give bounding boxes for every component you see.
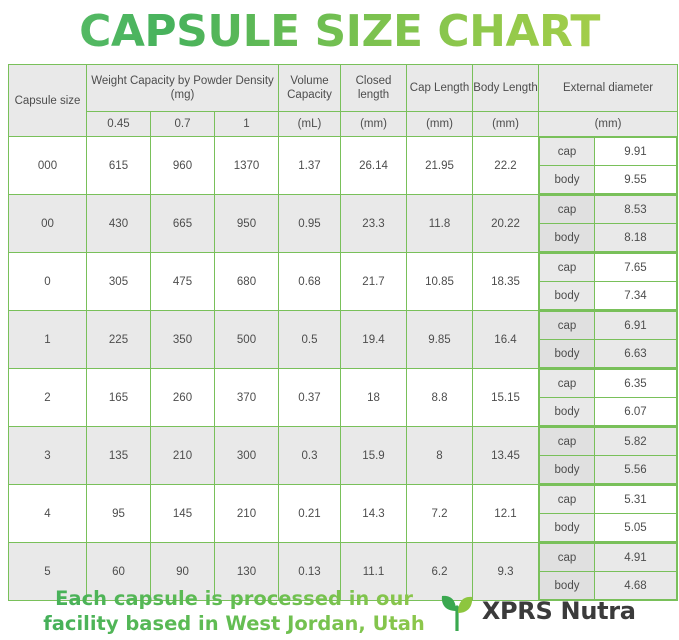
cell-capsule-size: 5 <box>9 543 87 601</box>
table-row <box>9 427 678 485</box>
header-cap-length: Cap Length <box>407 65 473 112</box>
cell-weight-1: 300 <box>215 427 279 485</box>
cell-closed-length: 19.4 <box>341 311 407 369</box>
diameter-body-label: body <box>540 456 595 484</box>
cell-body-length: 18.35 <box>473 253 539 311</box>
diameter-cap-value: 5.82 <box>595 428 677 456</box>
subheader-density-1: 1 <box>215 112 279 137</box>
cell-weight-045: 430 <box>87 195 151 253</box>
diameter-body-label: body <box>540 224 595 252</box>
cell-cap-length: 10.85 <box>407 253 473 311</box>
header-body-length: Body Length <box>473 65 539 112</box>
cell-closed-length: 11.1 <box>341 543 407 601</box>
cell-body-length: 20.22 <box>473 195 539 253</box>
diameter-body-value: 9.55 <box>595 166 677 194</box>
diameter-cap-label: cap <box>540 196 595 224</box>
subheader-external-diameter-units: (mm) <box>539 112 678 137</box>
cell-capsule-size: 0 <box>9 253 87 311</box>
subheader-density-07: 0.7 <box>151 112 215 137</box>
diameter-body-label: body <box>540 340 595 368</box>
diameter-body-value: 8.18 <box>595 224 677 252</box>
cell-body-length: 9.3 <box>473 543 539 601</box>
cell-volume: 0.21 <box>279 485 341 543</box>
diameter-cap-label: cap <box>540 254 595 282</box>
cell-volume: 1.37 <box>279 137 341 195</box>
cell-weight-1: 500 <box>215 311 279 369</box>
cell-weight-1: 680 <box>215 253 279 311</box>
cell-weight-045: 95 <box>87 485 151 543</box>
cell-external-diameter <box>539 195 678 253</box>
footer <box>0 586 679 636</box>
header-external-diameter: External diameter <box>539 65 678 112</box>
footer-line-1: Each capsule is processed in our <box>43 586 425 611</box>
cell-weight-1: 950 <box>215 195 279 253</box>
cell-capsule-size: 2 <box>9 369 87 427</box>
cell-weight-045: 305 <box>87 253 151 311</box>
header-volume-capacity: Volume Capacity <box>279 65 341 112</box>
cell-volume: 0.3 <box>279 427 341 485</box>
cell-cap-length: 11.8 <box>407 195 473 253</box>
capsule-size-table <box>8 64 678 601</box>
cell-closed-length: 15.9 <box>341 427 407 485</box>
cell-external-diameter <box>539 253 678 311</box>
cell-cap-length: 8 <box>407 427 473 485</box>
diameter-body-value: 5.56 <box>595 456 677 484</box>
table-row <box>9 137 678 195</box>
diameter-cap-label: cap <box>540 370 595 398</box>
cell-volume: 0.95 <box>279 195 341 253</box>
cell-cap-length: 9.85 <box>407 311 473 369</box>
footer-message <box>43 586 425 636</box>
diameter-body-label: body <box>540 514 595 542</box>
cell-cap-length: 21.95 <box>407 137 473 195</box>
diameter-cap-label: cap <box>540 312 595 340</box>
cell-weight-1: 1370 <box>215 137 279 195</box>
page-title: CAPSULE SIZE CHART <box>8 0 671 58</box>
cell-weight-07: 665 <box>151 195 215 253</box>
cell-body-length: 22.2 <box>473 137 539 195</box>
diameter-cap-value: 7.65 <box>595 254 677 282</box>
cell-weight-07: 90 <box>151 543 215 601</box>
cell-external-diameter <box>539 311 678 369</box>
cell-weight-07: 350 <box>151 311 215 369</box>
header-closed-length: Closed length <box>341 65 407 112</box>
diameter-body-value: 7.34 <box>595 282 677 310</box>
cell-body-length: 15.15 <box>473 369 539 427</box>
cell-capsule-size: 1 <box>9 311 87 369</box>
cell-cap-length: 6.2 <box>407 543 473 601</box>
cell-closed-length: 23.3 <box>341 195 407 253</box>
diameter-body-label: body <box>540 282 595 310</box>
subheader-density-045: 0.45 <box>87 112 151 137</box>
cell-weight-07: 210 <box>151 427 215 485</box>
diameter-body-label: body <box>540 398 595 426</box>
cell-capsule-size: 00 <box>9 195 87 253</box>
leaf-icon <box>439 591 475 631</box>
table-header-row <box>9 65 678 112</box>
brand-name: XPRS Nutra <box>481 597 636 625</box>
table-row <box>9 369 678 427</box>
cell-closed-length: 26.14 <box>341 137 407 195</box>
table-row <box>9 311 678 369</box>
cell-weight-045: 165 <box>87 369 151 427</box>
cell-capsule-size: 000 <box>9 137 87 195</box>
cell-weight-07: 145 <box>151 485 215 543</box>
diameter-body-value: 6.63 <box>595 340 677 368</box>
table-row <box>9 485 678 543</box>
cell-closed-length: 14.3 <box>341 485 407 543</box>
diameter-body-value: 4.68 <box>595 572 677 600</box>
diameter-cap-value: 9.91 <box>595 138 677 166</box>
diameter-body-value: 6.07 <box>595 398 677 426</box>
cell-volume: 0.68 <box>279 253 341 311</box>
table-row <box>9 195 678 253</box>
cell-weight-045: 60 <box>87 543 151 601</box>
cell-weight-1: 210 <box>215 485 279 543</box>
cell-external-diameter <box>539 485 678 543</box>
table-row <box>9 253 678 311</box>
diameter-cap-value: 6.91 <box>595 312 677 340</box>
subheader-volume-units: (mL) <box>279 112 341 137</box>
subheader-cap-length-units: (mm) <box>407 112 473 137</box>
cell-volume: 0.37 <box>279 369 341 427</box>
cell-external-diameter <box>539 137 678 195</box>
cell-weight-045: 225 <box>87 311 151 369</box>
diameter-body-label: body <box>540 572 595 600</box>
diameter-cap-value: 8.53 <box>595 196 677 224</box>
header-weight-capacity: Weight Capacity by Powder Density (mg) <box>87 65 279 112</box>
diameter-cap-value: 6.35 <box>595 370 677 398</box>
diameter-cap-label: cap <box>540 428 595 456</box>
cell-capsule-size: 3 <box>9 427 87 485</box>
cell-body-length: 12.1 <box>473 485 539 543</box>
diameter-cap-value: 4.91 <box>595 544 677 572</box>
diameter-body-label: body <box>540 166 595 194</box>
footer-line-2: facility based in West Jordan, Utah <box>43 612 425 635</box>
diameter-cap-value: 5.31 <box>595 486 677 514</box>
cell-capsule-size: 4 <box>9 485 87 543</box>
cell-volume: 0.13 <box>279 543 341 601</box>
cell-closed-length: 21.7 <box>341 253 407 311</box>
cell-cap-length: 7.2 <box>407 485 473 543</box>
cell-weight-1: 130 <box>215 543 279 601</box>
table-subheader-row <box>9 112 678 137</box>
cell-cap-length: 8.8 <box>407 369 473 427</box>
brand-logo <box>439 591 636 631</box>
cell-volume: 0.5 <box>279 311 341 369</box>
diameter-body-value: 5.05 <box>595 514 677 542</box>
cell-weight-045: 615 <box>87 137 151 195</box>
cell-weight-045: 135 <box>87 427 151 485</box>
diameter-cap-label: cap <box>540 138 595 166</box>
diameter-cap-label: cap <box>540 544 595 572</box>
cell-external-diameter <box>539 369 678 427</box>
cell-weight-07: 475 <box>151 253 215 311</box>
cell-weight-07: 260 <box>151 369 215 427</box>
subheader-body-length-units: (mm) <box>473 112 539 137</box>
subheader-closed-length-units: (mm) <box>341 112 407 137</box>
diameter-cap-label: cap <box>540 486 595 514</box>
header-capsule-size: Capsule size <box>9 65 87 137</box>
cell-body-length: 16.4 <box>473 311 539 369</box>
cell-external-diameter <box>539 427 678 485</box>
cell-weight-1: 370 <box>215 369 279 427</box>
cell-closed-length: 18 <box>341 369 407 427</box>
cell-weight-07: 960 <box>151 137 215 195</box>
cell-body-length: 13.45 <box>473 427 539 485</box>
